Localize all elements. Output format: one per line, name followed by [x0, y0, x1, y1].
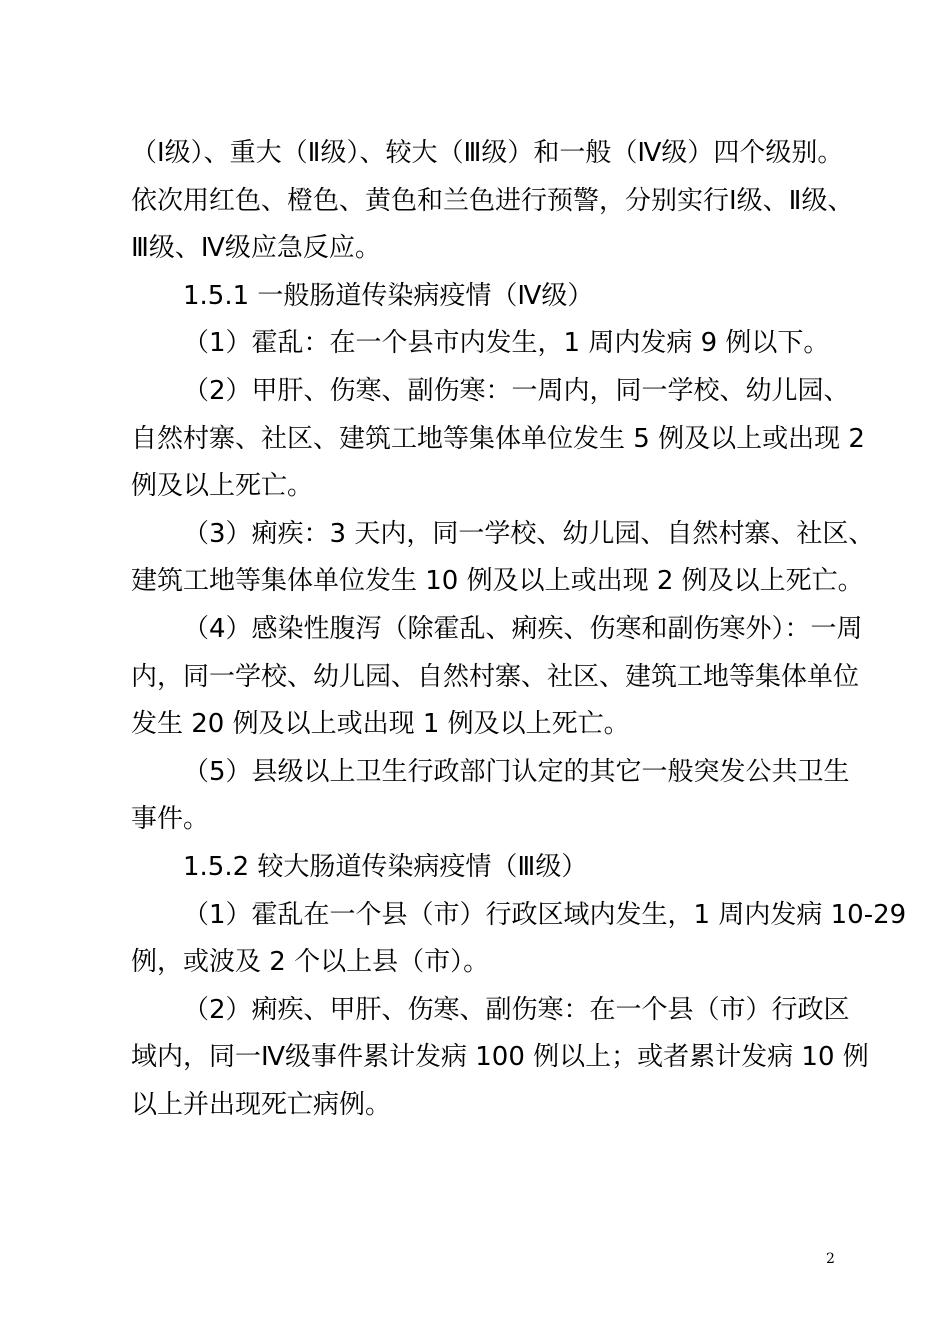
text-line: 域内，同一Ⅳ级事件累计发病 100 例以上；或者累计发病 10 例	[131, 1042, 869, 1073]
text-line: （1）霍乱在一个县（市）行政区域内发生，1 周内发病 10-29	[183, 899, 907, 930]
text-line: 建筑工地等集体单位发生 10 例及以上或出现 2 例及以上死亡。	[131, 566, 864, 597]
text-line: Ⅲ级、Ⅳ级应急反应。	[131, 233, 381, 264]
text-line: （2）痢疾、甲肝、伤寒、副伤寒：在一个县（市）行政区	[183, 994, 850, 1025]
text-line: （5）县级以上卫生行政部门认定的其它一般突发公共卫生	[183, 756, 850, 787]
text-line: （3）痢疾：3 天内，同一学校、幼儿园、自然村寨、社区、	[183, 518, 875, 549]
section-heading: 1.5.1 一般肠道传染病疫情（Ⅳ级）	[183, 280, 594, 311]
text-line: 事件。	[131, 804, 210, 835]
text-line: 自然村寨、社区、建筑工地等集体单位发生 5 例及以上或出现 2	[131, 423, 865, 454]
text-line: 依次用红色、橙色、黄色和兰色进行预警，分别实行Ⅰ级、Ⅱ级、	[131, 185, 854, 216]
text-line: （4）感染性腹泻（除霍乱、痢疾、伤寒和副伤寒外）：一周	[183, 613, 863, 644]
text-line: 例，或波及 2 个以上县（市）。	[131, 947, 490, 978]
page-number: 2	[826, 1251, 835, 1267]
text-line: 发生 20 例及以上或出现 1 例及以上死亡。	[131, 709, 630, 740]
text-line: 例及以上死亡。	[131, 471, 314, 502]
text-line: 内，同一学校、幼儿园、自然村寨、社区、建筑工地等集体单位	[131, 661, 860, 692]
text-line: （Ⅰ级）、重大（Ⅱ级）、较大（Ⅲ级）和一般（Ⅳ级）四个级别。	[131, 138, 844, 168]
text-line: （2）甲肝、伤寒、副伤寒：一周内，同一学校、幼儿园、	[183, 375, 850, 406]
document-body	[131, 130, 907, 1129]
section-heading: 1.5.2 较大肠道传染病疫情（Ⅲ级）	[183, 851, 588, 882]
text-line: （1）霍乱：在一个县市内发生，1 周内发病 9 例以下。	[183, 328, 830, 359]
text-line: 以上并出现死亡病例。	[131, 1089, 392, 1120]
